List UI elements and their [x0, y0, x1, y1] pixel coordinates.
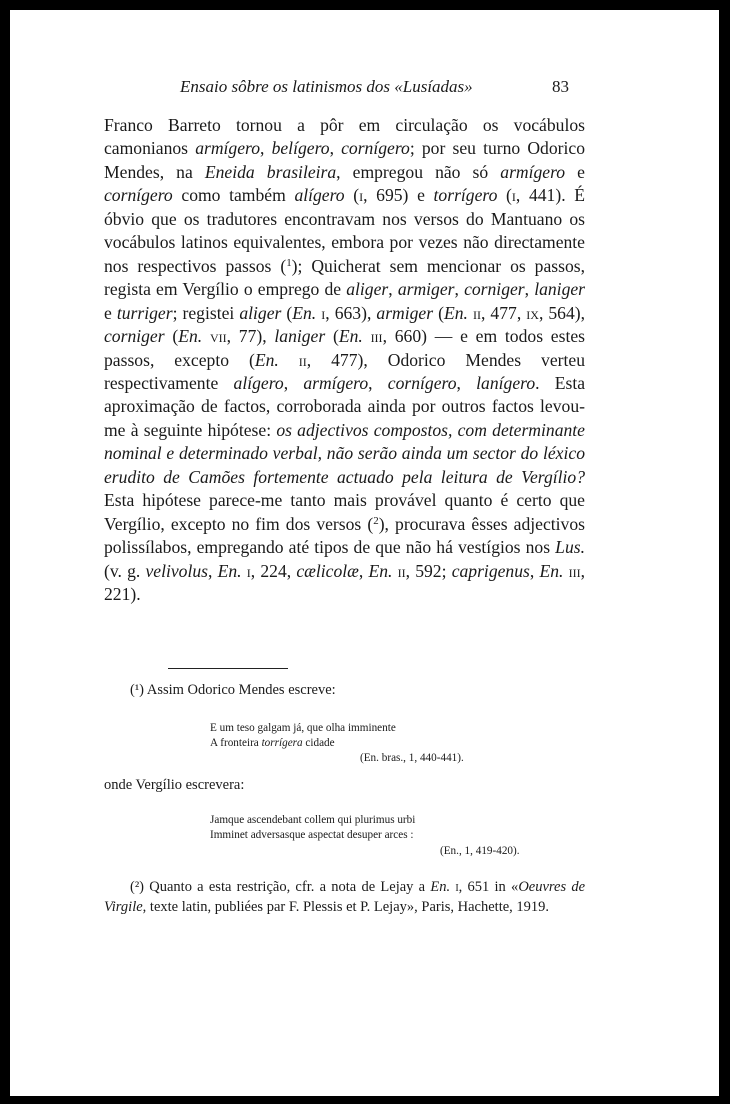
running-title: Ensaio sôbre os latinismos dos «Lusíadas» [180, 77, 473, 96]
quote-vergilio-line-1: Jamque ascendebant collem qui plurimus urbi [210, 814, 416, 826]
book-page [10, 10, 719, 1096]
footnote-2: (²) Quanto a esta restrição, cfr. a nota de Lejay a En. i, 651 in «Oeuvres de Virgile, texte latin, publiées par F. Plessis et P. Lejay», Paris, Hachette, 1919. [104, 879, 586, 915]
quote-odorico-line-2: A fronteira torrígera cidade [210, 736, 335, 749]
footnote-1 [130, 680, 336, 700]
quote-vergilio-line-2: Imminet adversasque aspectat desuper arces : [210, 828, 414, 841]
quote-vergilio [210, 813, 415, 842]
main-paragraph: Franco Barreto tornou a pôr em circulação os vocábulos camonianos armígero, belígero, cornígero; por seu turno Odorico Mendes, na Eneida brasileira, empregou não só armígero e cornígero como também alígero (i, 695) e torrígero (i, 441). É óbvio que os tradutores encontravam nos versos do Mantuano os vocábulos latinos equivalentes, embora por vezes não directamente nos respectivos passos ($^1$); Quicherat sem mencionar os passos, regista em Vergílio o emprego de aliger, armiger, corniger, laniger e turriger; registei aliger (En. i, 663), armiger (En. ii, 477, ix, 564), corniger (En. vii, 77), laniger (En. iii, 660) — e em todos estes passos, excepto (En. ii, 477), Odorico Mendes verteu respectivamente alígero, armígero, cornígero, lanígero. Esta aproximação de factos, corroborada ainda por outros factos levou-me à seguinte hipótese: os adjectivos compostos, com determinante nominal e determinado verbal, não serão ainda um sector do léxico erudito de Camões fortemente actuado pela leitura de Vergílio? Esta hipótese parece-me tanto mais provável quanto é certo que Vergílio, excepto no fim dos versos ($^2$), procurava êsses adjectivos polissílabos, empregando até tipos de que não há vestígios nos Lus. (v. g. velivolus, En. i, 224, cælicolæ, En. ii, 592; caprigenus, En. iii, 221). [104, 115, 586, 605]
footnote-divider [168, 668, 288, 669]
quote-odorico-line-1: E um teso galgam já, que olha imminente [210, 722, 396, 734]
footnote-2-marker: (²) [130, 879, 145, 895]
footnote-1-text: Assim Odorico Mendes escreve: [146, 682, 336, 698]
page-number: 83 [552, 77, 569, 96]
footnote-1-continuation: onde Vergílio escrevera: [104, 777, 245, 793]
quote-vergilio-citation: (En., 1, 419-420). [440, 845, 520, 857]
footnote-1-marker: (¹) [130, 682, 145, 698]
quote-odorico [210, 721, 396, 750]
quote-odorico-citation: (En. bras., 1, 440-441). [360, 752, 464, 764]
running-header [10, 77, 719, 101]
